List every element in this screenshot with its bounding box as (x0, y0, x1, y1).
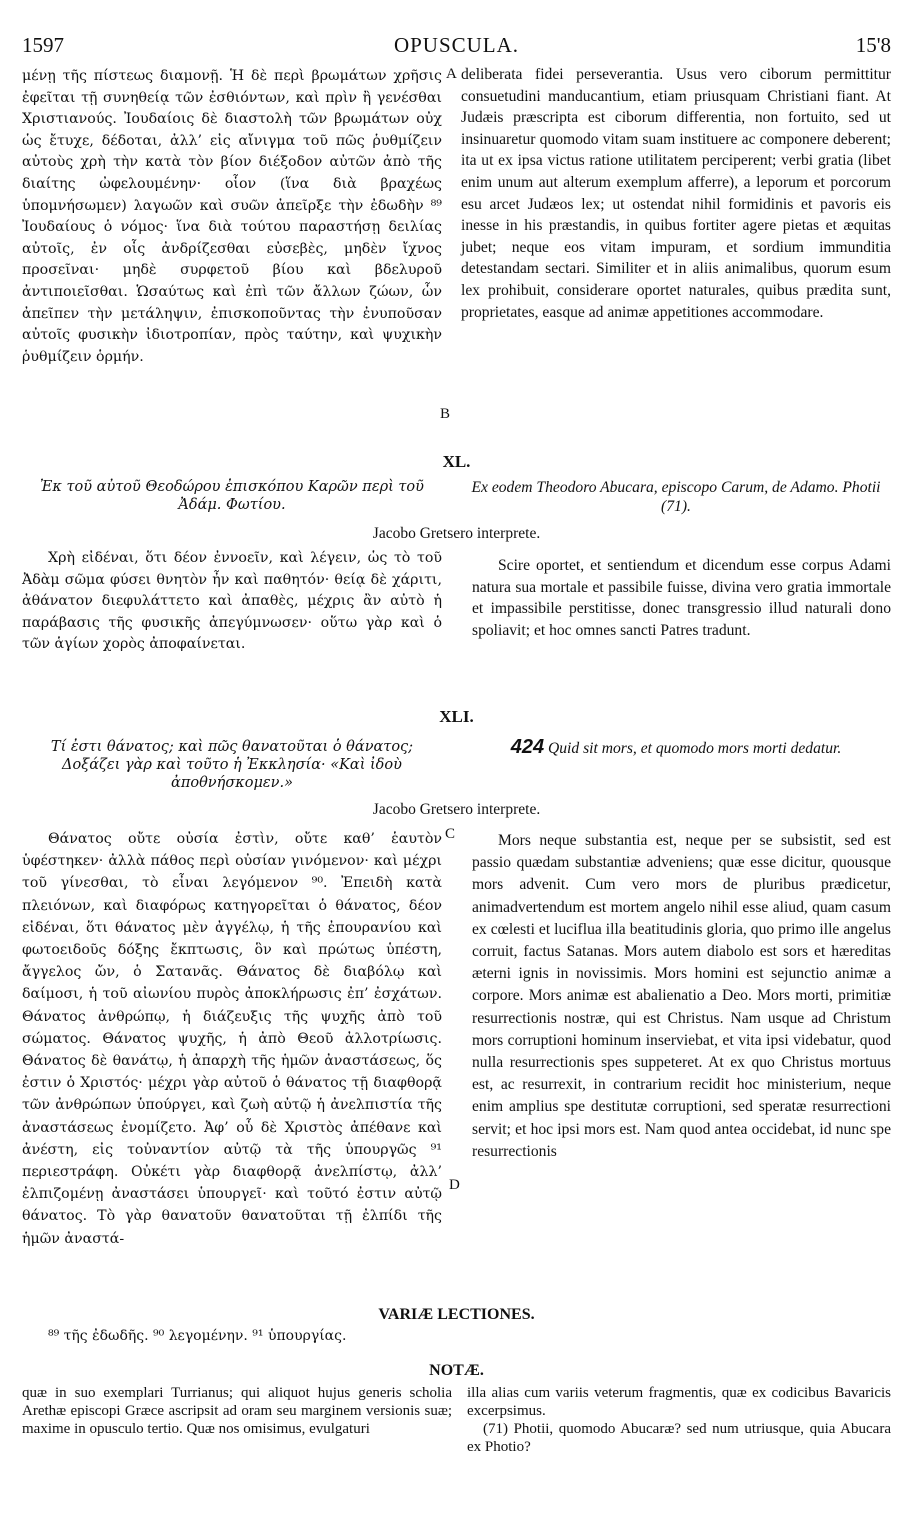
notae-right-text: illa alias cum variis veterum fragmentis, quæ ex codicibus Bavaricis excerpsimus. (467, 1385, 891, 1419)
section-xli-interpreter: Jacobo Gretsero interprete. (372, 801, 541, 818)
variae-lectiones-heading: VARIÆ LECTIONES. (378, 1306, 535, 1323)
column-number: 424 (510, 736, 545, 758)
margin-letter-c: C (445, 826, 456, 842)
right-page-number: 15'8 (855, 33, 891, 57)
section-xli-number: XLI. (439, 707, 474, 726)
block1-greek: μένῃ τῆς πίστεως διαμονῇ. Ἡ δὲ περὶ βρωμάτων χρῆσις ἐφεῖται τῇ συνηθείᾳ τῶν ἐσθιόντων, καὶ πρὶν ἢ γενέσθαι Χριστιανούς. Ἰουδαίοις δὲ διαστολὴ τῶν βρωμάτων οὐχ ὡς ἔτυχε, δέδοται, ἀλλ’ εἰς αἴνιγμα τοῦ πῶς ῥυθμίζειν αὐτοὺς χρὴ τὴν κατὰ τὸν βίον διέξοδον αὐτῶν ἀπὸ τῆς διαίτης ὠφελουμένην· οἷον (ἵνα διὰ βραχέως ὑπομνήσωμεν) λαγωῶν καὶ συῶν ἀπεῖρξε τὴν ἐδωδὴν ⁸⁹ Ἰουδαίους ὁ νόμος· ἵνα διὰ τούτου παραστήσῃ δειλίας αὐτοῖς, ἐν οἷς ἀνδρίζεσθαι εὐσεβὲς, μηδὲν ἴχνος προσεῖναι· μηδὲ συρφετοῦ βίου καὶ βδελυροῦ ἀντιποιεῖσθαι. Ὡσαύτως καὶ ἐπὶ τῶν ἄλλων ζώων, ὧν ἀπεῖπεν τὴν μετάληψιν, ἐπισκοποῦντας τὴν ἐνυποῦσαν αὐτοῖς φυσικὴν ἰδιοτροπίαν, πρὸς ταύτην, καὶ ψυχικὴν ῥυθμίζειν ὁρμήν. (22, 68, 442, 365)
margin-letter-b: B (440, 406, 451, 422)
left-page-number: 1597 (22, 33, 64, 57)
section-xli-greek: Θάνατος οὔτε οὐσία ἐστὶν, οὔτε καθ’ ἑαυτὸν ὑφέστηκεν· ἀλλὰ πάθος περὶ οὐσίαν γινόμενον· καὶ μέχρι τοῦ γίνεσθαι, τὸ εἶναι λεγόμενον ⁹⁰. Ἐπειδὴ κατὰ πλειόνων, καὶ διαφόρως κατηγορεῖται ὁ θάνατος, δέον εἰδέναι, ὅτι θάνατος μὲν ἀγγέλῳ, ἡ τῆς ἐπουρανίου καὶ φωτοειδοῦς δόξης ἔκπτωσις, ὃν καὶ πρώτως ὑπέστη, ἄγγελος ὤν, ὁ Σατανᾶς. Θάνατος δὲ διαβόλῳ καὶ δαίμοσι, ἡ τοῦ αἰωνίου πυρὸς ἀποκλήρωσις ἐπ’ ἐσχάτων. Θάνατος ἀνθρώπῳ, ἡ διάζευξις τῆς ψυχῆς ἀπὸ τοῦ σώματος. Θάνατος ψυχῆς, ἡ ἀπὸ Θεοῦ ἀλλοτρίωσις. Θάνατος δὲ θανάτῳ, ἡ ἀπαρχὴ τῆς ἡμῶν ἀναστάσεως, ὅς ἐστιν ὁ Χριστός· μέχρι γὰρ αὐτοῦ ὁ θάνατος τῇ διαφθορᾷ τῶν ἀνθρώπων ὑπούργει, καὶ ζωὴ αὐτῷ ἡ ἀνελπιστία τῆς ἀναστάσεως ἐνομίζετο. Ἀφ’ οὗ δὲ Χριστὸς ἀπέθανε καὶ ἀνέστη, εἰς τοὐναντίον αὐτῷ τὰ τῆς ὑπουργῶς ⁹¹ περιεστράφη. Οὐκέτι γὰρ διαφθορᾷ ἀνελπίστῳ, ἀλλ’ ἐλπιζομένῃ ἀναστάσει ὑπουργεῖ· καὶ τοῦτό ἐστιν αὐτῷ θάνατος. Τὸ γὰρ θανατοῦν θανατοῦται τῇ ἐλπίδι τῆς ἡμῶν ἀναστά- (22, 831, 442, 1247)
margin-letter-a: A (446, 66, 457, 82)
notae-heading: NOTÆ. (429, 1362, 484, 1379)
running-header (22, 33, 891, 57)
section-xl-number: XL. (442, 452, 471, 471)
margin-letter-d: D (449, 1177, 460, 1193)
notae-right-column (467, 1384, 891, 1456)
note-71: (71) Photii, quomodo Abucaræ? sed num utriusque, quia Abucara ex Photio? (467, 1421, 891, 1455)
notae-left-column: quæ in suo exemplari Turrianus; qui aliquot hujus generis scholia Arethæ episcopi Græce ascripsit ad oram seu marginem versionis suæ; maxime in opusculo tertio. Quæ nos omisimus, evulgaturi (22, 1385, 452, 1437)
section-xl-greek: Χρὴ εἰδέναι, ὅτι δέον ἐννοεῖν, καὶ λέγειν, ὡς τὸ τοῦ Ἀδὰμ σῶμα φύσει θνητὸν ἦν καὶ παθητόν· θείᾳ δὲ χάριτι, ἀθάνατον διεφυλάττετο καὶ ἀπαθὲς, μέχρις ἂν αὐτὸ ἡ παράβασις τῆς φυσικῆς ἀπεγύμνωσεν· οὕτω γὰρ καὶ ὁ τῶν ἁγίων χορὸς ἀποφαίνεται. (22, 550, 442, 653)
section-xl-interpreter: Jacobo Gretsero interprete. (372, 525, 541, 542)
block1-latin: deliberata fidei perseverantia. Usus vero ciborum permittitur consuetudini manducantium, etiam priusquam Christiani fiant. At Judæis præscripta est ciborum differentia, non fortuito, sed ut insinuaretur quomodo vitam suam instituere ac componere deberent; ita ut ex ipsa victus ratione utilitatem perciperent; verbi gratia (libet enim unum aut alterum exemplum afferre), a leporum et porcorum esu arcet Judæos lex; ut ostendat nihil formidinis et pavoris eis inesse in his præstandis, in quibus fortiter agere pietas et æquitas jubet; neque eos vitam impuram, et sordium immunditia detestandam sectari. Similiter et in aliis animalibus, quorum esum lex prohibuit, considerare oportet naturales, quibus prædita sunt, proprietates, easque ad animæ appetitiones accommodare. (461, 66, 891, 321)
section-xl-title-greek: Ἐκ τοῦ αὐτοῦ Θεοδώρου ἐπισκόπου Καρῶν περὶ τοῦ Ἀδάμ. Φωτίου. (40, 479, 424, 513)
variae-lectiones-text: ⁸⁹ τῆς ἐδωδῆς. ⁹⁰ λεγομένην. ⁹¹ ὑπουργίας. (48, 1328, 347, 1344)
running-title: OPUSCULA. (393, 33, 520, 57)
section-xl-latin: Scire oportet, et sentiendum et dicendum esse corpus Adami natura sua mortale et passibile fuisse, divina vero gratia immortale et impassibile perstitisse, donec transgressio illud naturali dono spoliavit; et hoc omnes sancti Patres tradunt. (472, 557, 891, 639)
section-xli-latin: Mors neque substantia est, neque per se subsistit, sed est passio quædam substantiæ adveniens; quæ esse dicitur, quousque mors advenit. Cum vero mors de pluribus prædicetur, animadvertendum est mortem angelo nihil esse aliud, quam casum ex cœlesti et luciflua illa beatitudinis gloria, quo primo ille angelus corruit, factus Satanas. Mors autem diabolo est sors et hæreditas æterni ignis in novissimis. Mors homini est sejunctio animæ a corpore. Mors animæ est abalienatio a Deo. Mors morti, primitiæ resurrectionis nostræ, qui est Christus. Nam usque ad Christum mors corruptioni hominum inserviebat, et vita ipsi videbatur, quod nulla resurrectionis spes suppeteret. At ex quo Christus mortuus est, ac resurrexit, in contrarium recidit hoc ministerium, neque enim amplius spe destitutæ corruptioni, sed speratæ resurrectioni servit; et hoc ipsi mors est. Nam quod antea occidebat, id nunc spe resurrectionis (472, 832, 891, 1160)
section-xli-title-greek: Τί ἐστι θάνατος; καὶ πῶς θανατοῦται ὁ θάνατος; Δοξάζει γὰρ καὶ τοῦτο ἡ Ἐκκλησία· «Καὶ ἰδοὺ ἀποθνήσκομεν.» (50, 739, 414, 791)
section-xli-title-latin: 424 Quid sit mors, et quomodo mors morti dedatur. (510, 736, 842, 758)
section-xl-title-latin: Ex eodem Theodoro Abucara, episcopo Carum, de Adamo. Photii (71). (471, 479, 881, 515)
